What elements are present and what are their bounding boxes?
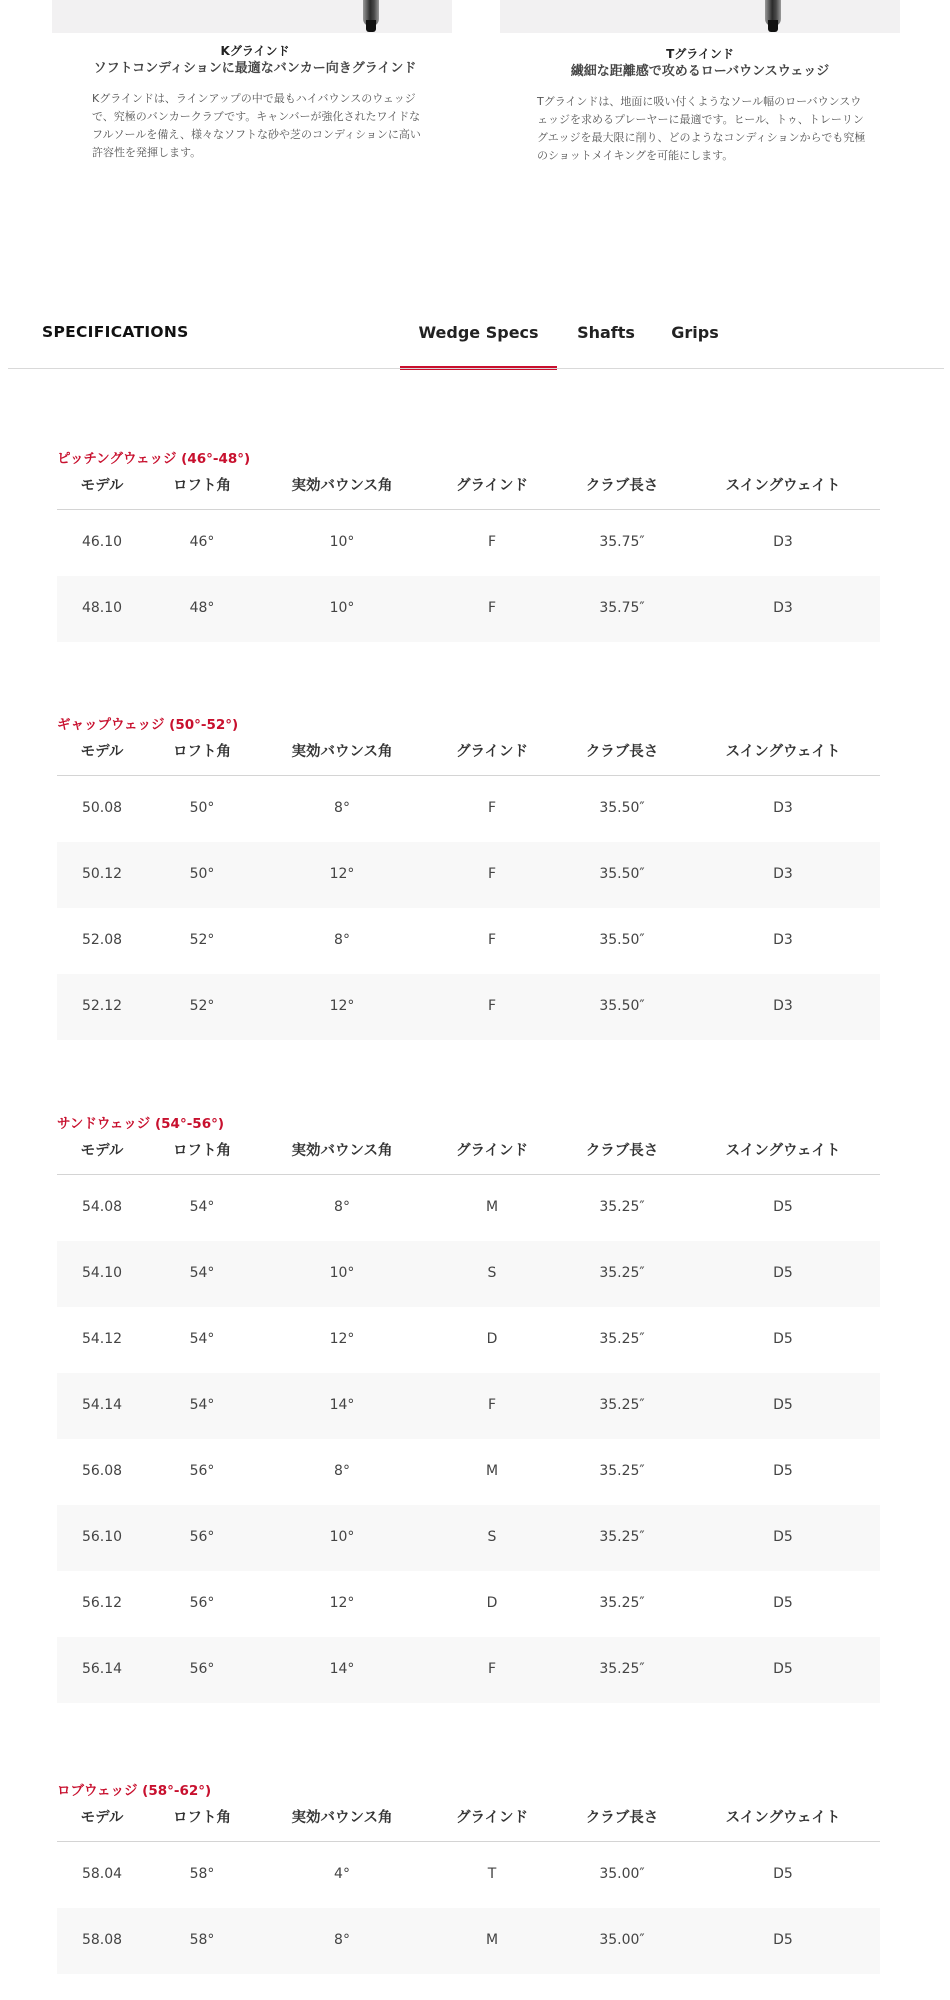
grind-description-line: Kグラインドは、ラインアップの中で最もハイバウンスのウェッジ [92,92,416,105]
column-header-bounce: 実効バウンス角 [291,744,393,760]
cell-loft: 50° [189,866,215,882]
cell-loft: 58° [189,1932,215,1948]
grind-description-line: で、究極のバンカークラブです。キャンバーが強化されたワイドな [92,110,421,123]
cell-bounce: 10° [329,600,355,616]
grind-description [520,93,880,165]
cell-loft: 56° [189,1463,215,1479]
cell-grind: F [487,800,497,816]
table-row [57,974,880,1040]
cell-length: 35.50″ [599,932,645,948]
cell-grind: F [487,932,497,948]
cell-length: 35.00″ [599,1866,645,1882]
column-header-model: モデル [80,1810,124,1826]
cell-bounce: 10° [329,534,355,550]
t-grind-image [500,0,900,33]
cell-bounce: 8° [334,932,350,948]
table-row [57,842,880,908]
cell-grind: F [487,866,497,882]
cell-swingweight: D3 [773,932,793,948]
cell-swingweight: D3 [773,866,793,882]
cell-loft: 56° [189,1661,215,1677]
tab-wedge-specs[interactable]: Wedge Specs [400,315,557,370]
column-header-loft: ロフト角 [173,744,231,760]
k-grind-image [52,0,452,33]
column-header-grind: グラインド [455,744,529,760]
section-title-pitching: ピッチングウェッジ (46°-48°) [57,451,251,467]
column-header-bounce: 実効バウンス角 [291,1810,393,1826]
cell-loft: 52° [189,932,215,948]
table-row [57,776,880,842]
cell-model: 56.14 [81,1661,123,1677]
grind-description-line: 許容性を発揮します。 [92,146,202,159]
cell-bounce: 8° [334,1199,350,1215]
table-header-row [57,1798,880,1842]
cell-length: 35.25″ [599,1595,645,1611]
cell-bounce: 12° [329,1331,355,1347]
cell-swingweight: D5 [773,1932,793,1948]
cell-model: 52.08 [81,932,123,948]
column-header-bounce: 実効バウンス角 [291,478,393,494]
table-row [57,1571,880,1637]
spec-table-pitching [57,466,880,642]
column-header-loft: ロフト角 [173,478,231,494]
cell-swingweight: D5 [773,1661,793,1677]
table-row [57,576,880,642]
table-header-row [57,732,880,776]
cell-length: 35.25″ [599,1265,645,1281]
cell-swingweight: D5 [773,1265,793,1281]
column-header-model: モデル [80,744,124,760]
table-row [57,1505,880,1571]
column-header-swingweight: スイングウェイト [725,744,841,760]
cell-bounce: 4° [334,1866,350,1882]
cell-model: 54.08 [81,1199,123,1215]
cell-bounce: 12° [329,866,355,882]
cell-loft: 58° [189,1866,215,1882]
column-header-model: モデル [80,478,124,494]
spec-table-lob [57,1798,880,1974]
cell-loft: 56° [189,1595,215,1611]
grind-title: Tグラインド [666,47,734,61]
cell-swingweight: D3 [773,600,793,616]
cell-model: 54.10 [81,1265,123,1281]
table-row [57,1373,880,1439]
cell-bounce: 8° [334,1463,350,1479]
spec-table-gap [57,732,880,1040]
k-grind-info [70,43,440,162]
section-title-lob: ロブウェッジ (58°-62°) [57,1783,212,1799]
cell-loft: 54° [189,1397,215,1413]
table-row [57,1908,880,1974]
tab-shafts[interactable]: Shafts [577,323,635,342]
column-header-length: クラブ長さ [585,478,659,494]
cell-bounce: 12° [329,1595,355,1611]
cell-model: 56.10 [81,1529,123,1545]
cell-grind: F [487,1661,497,1677]
cell-bounce: 10° [329,1529,355,1545]
table-row [57,1637,880,1703]
table-header-row [57,466,880,510]
cell-loft: 50° [189,800,215,816]
cell-swingweight: D3 [773,998,793,1014]
cell-length: 35.75″ [599,534,645,550]
cell-grind: F [487,998,497,1014]
cell-grind: M [485,1932,499,1948]
cell-model: 56.12 [81,1595,123,1611]
cell-bounce: 14° [329,1397,355,1413]
cell-length: 35.25″ [599,1397,645,1413]
section-title-gap: ギャップウェッジ (50°-52°) [57,717,239,733]
cell-length: 35.50″ [599,998,645,1014]
table-row [57,1241,880,1307]
specifications-heading: SPECIFICATIONS [42,323,189,341]
cell-grind: D [486,1331,498,1347]
column-header-grind: グラインド [455,1143,529,1159]
cell-model: 50.08 [81,800,123,816]
grind-subtitle: ソフトコンディションに最適なバンカー向きグラインド [93,61,417,76]
table-row [57,1439,880,1505]
ferrule-graphic [768,20,778,32]
cell-bounce: 8° [334,800,350,816]
column-header-bounce: 実効バウンス角 [291,1143,393,1159]
cell-model: 50.12 [81,866,123,882]
cell-model: 54.12 [81,1331,123,1347]
table-header-row [57,1131,880,1175]
cell-swingweight: D3 [773,534,793,550]
cell-length: 35.25″ [599,1199,645,1215]
cell-length: 35.75″ [599,600,645,616]
cell-loft: 48° [189,600,215,616]
grind-description-line: グエッジを最大限に削り、どのようなコンディションからでも究極 [537,131,866,144]
column-header-grind: グラインド [455,1810,529,1826]
table-row [57,908,880,974]
grind-title: Kグラインド [220,44,290,58]
ferrule-graphic [366,20,376,32]
cell-model: 56.08 [81,1463,123,1479]
grind-description-line: フルソールを備え、様々なソフトな砂や芝のコンディションに高い [92,128,421,141]
grind-subtitle: 繊細な距離感で攻めるローバウンスウェッジ [570,64,830,79]
cell-swingweight: D5 [773,1331,793,1347]
column-header-swingweight: スイングウェイト [725,1143,841,1159]
cell-model: 52.12 [81,998,123,1014]
column-header-grind: グラインド [455,478,529,494]
cell-length: 35.25″ [599,1331,645,1347]
cell-grind: S [487,1265,497,1281]
table-row [57,1842,880,1908]
cell-loft: 54° [189,1265,215,1281]
cell-bounce: 8° [334,1932,350,1948]
cell-model: 54.14 [81,1397,123,1413]
cell-swingweight: D3 [773,800,793,816]
cell-grind: F [487,600,497,616]
cell-grind: T [487,1866,497,1882]
cell-length: 35.25″ [599,1529,645,1545]
t-grind-info [520,46,880,165]
tabs-divider [8,368,944,369]
grind-description-line: のショットメイキングを可能にします。 [537,149,734,162]
grind-description-line: Tグラインドは、地面に吸い付くようなソール幅のローバウンスウ [537,95,862,108]
cell-grind: D [486,1595,498,1611]
table-row [57,1307,880,1373]
cell-loft: 54° [189,1199,215,1215]
cell-loft: 52° [189,998,215,1014]
grind-description [70,90,440,162]
column-header-loft: ロフト角 [173,1143,231,1159]
cell-length: 35.50″ [599,800,645,816]
cell-bounce: 12° [329,998,355,1014]
table-row [57,510,880,576]
cell-length: 35.25″ [599,1661,645,1677]
cell-swingweight: D5 [773,1866,793,1882]
cell-swingweight: D5 [773,1463,793,1479]
cell-length: 35.25″ [599,1463,645,1479]
cell-length: 35.50″ [599,866,645,882]
cell-length: 35.00″ [599,1932,645,1948]
tab-grips[interactable]: Grips [671,323,719,342]
cell-swingweight: D5 [773,1529,793,1545]
cell-swingweight: D5 [773,1199,793,1215]
column-header-swingweight: スイングウェイト [725,1810,841,1826]
cell-loft: 54° [189,1331,215,1347]
cell-swingweight: D5 [773,1397,793,1413]
column-header-length: クラブ長さ [585,1143,659,1159]
grind-description-line: ェッジを求めるプレーヤーに最適です。ヒール、トゥ、トレーリン [537,113,864,126]
cell-grind: S [487,1529,497,1545]
section-title-sand: サンドウェッジ (54°-56°) [57,1116,225,1132]
column-header-loft: ロフト角 [173,1810,231,1826]
cell-model: 48.10 [81,600,123,616]
column-header-model: モデル [80,1143,124,1159]
column-header-length: クラブ長さ [585,744,659,760]
cell-bounce: 14° [329,1661,355,1677]
cell-grind: F [487,1397,497,1413]
cell-model: 46.10 [81,534,123,550]
cell-grind: F [487,534,497,550]
cell-loft: 56° [189,1529,215,1545]
cell-bounce: 10° [329,1265,355,1281]
cell-grind: M [485,1199,499,1215]
cell-grind: M [485,1463,499,1479]
spec-table-sand [57,1131,880,1703]
table-row [57,1175,880,1241]
cell-loft: 46° [189,534,215,550]
cell-swingweight: D5 [773,1595,793,1611]
cell-model: 58.08 [81,1932,123,1948]
column-header-swingweight: スイングウェイト [725,478,841,494]
cell-model: 58.04 [81,1866,123,1882]
column-header-length: クラブ長さ [585,1810,659,1826]
